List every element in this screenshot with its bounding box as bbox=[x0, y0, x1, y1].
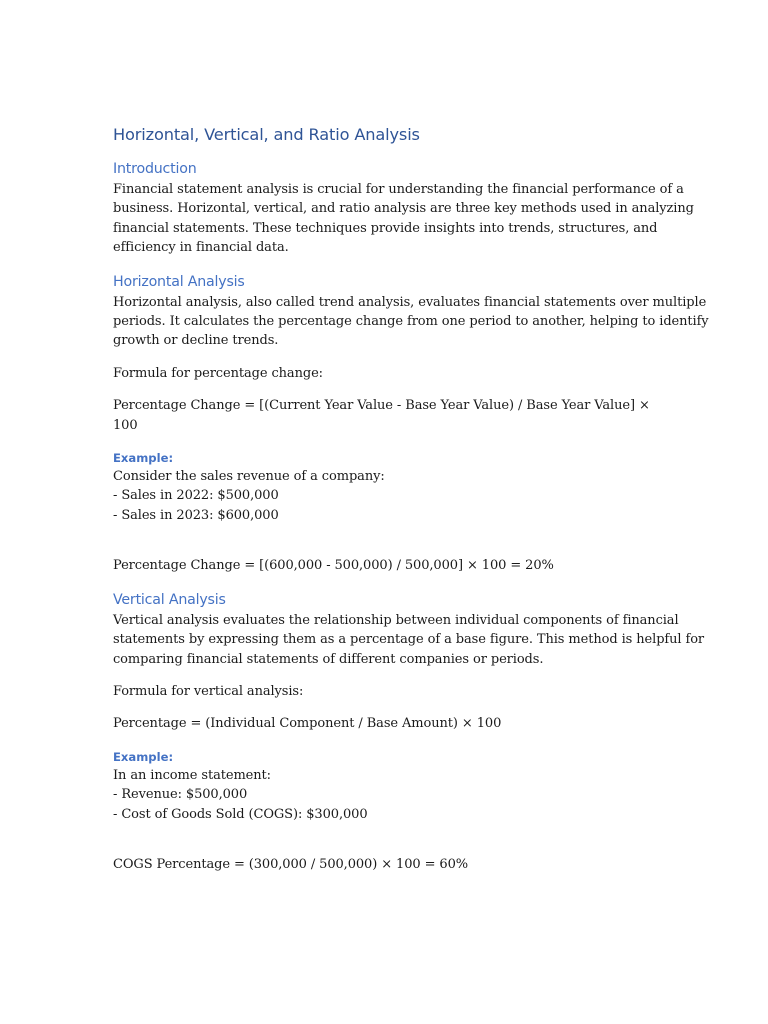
vertical-example bbox=[113, 766, 673, 824]
example-line: In an income statement: bbox=[113, 767, 271, 783]
paragraph-line: comparing financial statements of different companies or periods. bbox=[113, 651, 544, 667]
horizontal-formula: Percentage Change = [(Current Year Value - Base Year Value) / Base Year Value] × 100 bbox=[113, 398, 650, 433]
paragraph-line: efficiency in financial data. bbox=[113, 240, 289, 256]
vertical-analysis-paragraph bbox=[113, 611, 705, 669]
example-line: - Sales in 2022: $500,000 bbox=[113, 488, 279, 504]
example-line: - Cost of Goods Sold (COGS): $300,000 bbox=[113, 806, 368, 822]
example-line: - Revenue: $500,000 bbox=[113, 787, 248, 803]
horizontal-analysis-paragraph bbox=[113, 293, 709, 351]
document-page bbox=[113, 122, 709, 874]
paragraph-line: Horizontal analysis, also called trend analysis, evaluates financial statements over multiple bbox=[113, 294, 707, 310]
paragraph-line: Financial statement analysis is crucial for understanding the financial performance of a bbox=[113, 182, 684, 197]
paragraph-line: business. Horizontal, vertical, and ratio analysis are three key methods used in analyzing bbox=[113, 201, 694, 217]
horizontal-analysis-heading: Horizontal Analysis bbox=[113, 273, 245, 290]
horizontal-example bbox=[113, 467, 673, 525]
paragraph-line: Vertical analysis evaluates the relationship between individual components of financial bbox=[113, 612, 679, 628]
example-line: Consider the sales revenue of a company: bbox=[113, 469, 385, 485]
paragraph-line: growth or decline trends. bbox=[113, 333, 279, 349]
example-line: - Sales in 2023: $600,000 bbox=[113, 507, 279, 523]
paragraph-line: periods. It calculates the percentage change from one period to another, helping to identify bbox=[113, 314, 709, 330]
horizontal-example-heading: Example: bbox=[113, 451, 174, 466]
introduction-paragraph bbox=[113, 180, 694, 258]
vertical-formula-intro: Formula for vertical analysis: bbox=[113, 683, 304, 699]
horizontal-result: Percentage Change = [(600,000 - 500,000) / 500,000] × 100 = 20% bbox=[113, 558, 554, 574]
document-title: Horizontal, Vertical, and Ratio Analysis bbox=[113, 125, 420, 144]
horizontal-formula-intro: Formula for percentage change: bbox=[113, 365, 323, 381]
introduction-heading: Introduction bbox=[113, 161, 197, 177]
vertical-analysis-heading: Vertical Analysis bbox=[113, 591, 226, 608]
paragraph-line: financial statements. These techniques provide insights into trends, structures, and bbox=[113, 220, 658, 236]
paragraph-line: statements by expressing them as a percentage of a base figure. This method is helpful for bbox=[113, 632, 705, 648]
vertical-example-heading: Example: bbox=[113, 749, 174, 764]
vertical-formula: Percentage = (Individual Component / Base Amount) × 100 bbox=[113, 716, 502, 732]
vertical-result: COGS Percentage = (300,000 / 500,000) × 100 = 60% bbox=[113, 856, 469, 872]
